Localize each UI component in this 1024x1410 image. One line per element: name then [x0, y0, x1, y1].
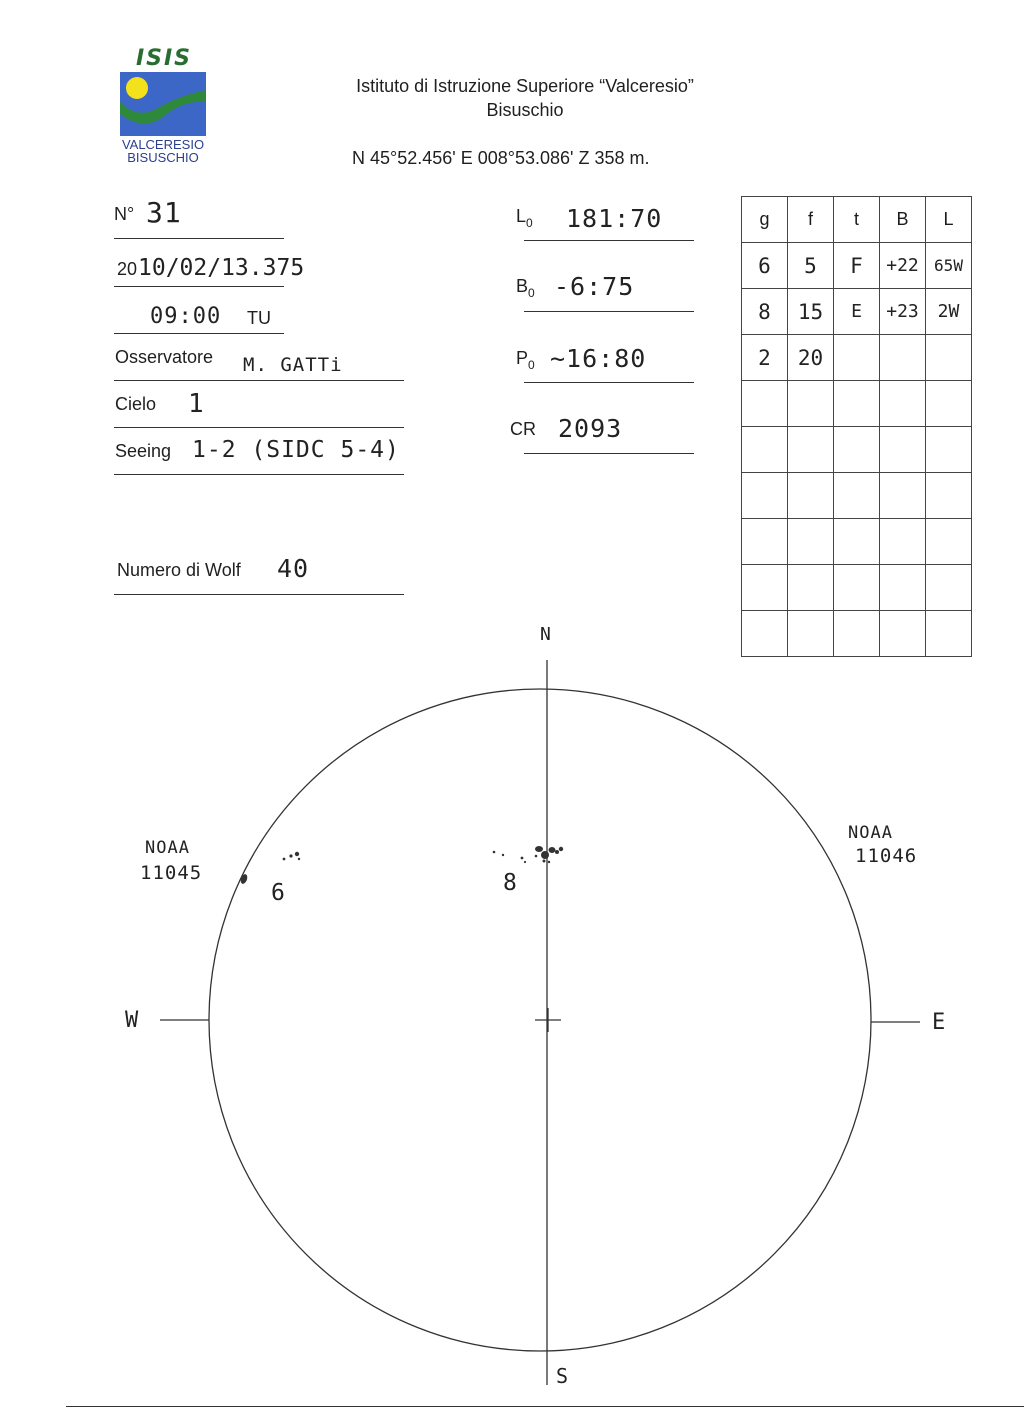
sky-value: 1: [188, 389, 205, 419]
table-cell: F: [834, 243, 880, 289]
sunspot-group-6: [239, 852, 300, 885]
l0-value: 181:70: [566, 204, 663, 233]
west-label: W: [125, 1008, 140, 1033]
table-cell: 15: [788, 289, 834, 335]
logo-wordmark: ISIS: [135, 46, 193, 71]
sunspot-group-8: [493, 846, 564, 863]
scan-edge-line: [66, 1406, 1024, 1407]
group-8-label: 8: [503, 870, 518, 896]
b0-value: -6:75: [554, 272, 635, 301]
table-cell: 8: [742, 289, 788, 335]
east-label: E: [932, 1010, 947, 1035]
cr-value: 2093: [558, 414, 623, 443]
p0-subscript: 0: [528, 358, 535, 372]
sky-label: Cielo: [115, 394, 157, 414]
header-b: B: [880, 197, 926, 243]
table-cell: +23: [880, 289, 926, 335]
wolf-number-label: Numero di Wolf: [117, 560, 241, 580]
date-value: 10/02/13.375: [138, 255, 305, 281]
group-6-label: 6: [271, 880, 286, 906]
seeing-value: 1-2 (SIDC 5-4): [192, 437, 400, 463]
table-cell: 65W: [926, 243, 972, 289]
table-cell: E: [834, 289, 880, 335]
observer-label: Osservatore: [115, 347, 214, 367]
b0-subscript: 0: [528, 286, 535, 300]
table-cell: 20: [788, 335, 834, 381]
number-label: N°: [114, 204, 135, 224]
noaa-right-number: 11046: [855, 845, 918, 867]
time-value: 09:00: [150, 304, 222, 329]
observer-value: M. GATTi: [243, 354, 343, 376]
table-cell: +22: [880, 243, 926, 289]
table-cell: 2: [742, 335, 788, 381]
header-t: t: [834, 197, 880, 243]
south-label: S: [556, 1364, 570, 1388]
north-label: N: [540, 624, 552, 645]
noaa-right-title: NOAA: [848, 823, 893, 843]
table-cell: 2W: [926, 289, 972, 335]
table-cell: 6: [742, 243, 788, 289]
cr-label: CR: [510, 419, 536, 439]
b0-letter: B: [516, 276, 529, 296]
l0-subscript: 0: [526, 216, 533, 230]
header-g: g: [742, 197, 788, 243]
observatory-coordinates: N 45°52.456' E 008°53.086' Z 358 m.: [352, 148, 650, 168]
p0-letter: P: [516, 348, 529, 368]
p0-value: ~16:80: [550, 344, 647, 373]
institution-name: Istituto di Istruzione Superiore “Valceresio”: [356, 76, 694, 96]
logo-caption-line-2: BISUSCHIO: [127, 150, 199, 165]
l0-letter: L: [516, 206, 527, 226]
seeing-label: Seeing: [115, 441, 172, 461]
institution-town: Bisuschio: [486, 100, 564, 120]
number-value: 31: [146, 196, 182, 229]
date-prefix: 20: [117, 259, 138, 279]
time-unit: TU: [247, 308, 271, 328]
table-cell: 5: [788, 243, 834, 289]
wolf-number-value: 40: [277, 554, 310, 583]
logo-caption-line-1: VALCERESIO: [121, 137, 205, 152]
header-l: L: [926, 197, 972, 243]
header-f: f: [788, 197, 834, 243]
noaa-left-number: 11045: [140, 862, 203, 884]
noaa-left-title: NOAA: [145, 838, 190, 858]
